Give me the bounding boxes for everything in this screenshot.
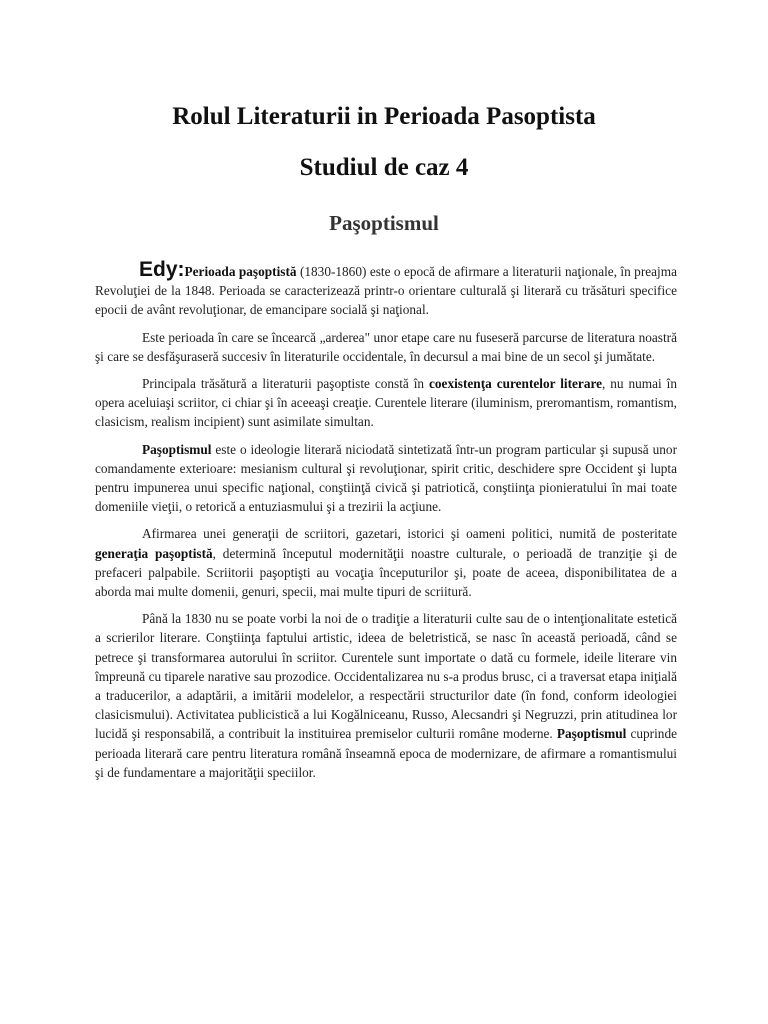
paragraph-4-bold: Paşoptismul (142, 441, 212, 457)
paragraph-5 (95, 524, 677, 601)
paragraph-1-lead: Edy: (139, 258, 185, 281)
paragraph-3-bold: coexistenţa curentelor literare (429, 376, 603, 392)
paragraph-5-text-after: , determină începutul modernităţii noastre culturale, o perioadă de tranziţie şi de prefaceri palpabile. Scriitorii paşoptişti au vocaţia începuturilor şi, poate de aceea, disponibilitatea de a aborda mai multe domenii, genuri, specii, mai multe tipuri de scriitură. (95, 545, 677, 600)
paragraph-5-text-before: Afirmarea unei generaţii de scriitori, gazetari, istorici şi oameni politici, numită de posteritate (142, 526, 677, 542)
paragraph-1 (95, 260, 677, 320)
section-heading: Paşoptismul (329, 211, 439, 235)
paragraph-6-text-after: cuprinde perioada literară care pentru literatura română înseamnă epoca de modernizare, de afirmare a romantismului şi de fundamentare a majorităţii speciilor. (95, 726, 677, 780)
paragraph-5-bold: generaţia paşoptistă (95, 545, 213, 561)
paragraph-6-text-before: Până la 1830 nu se poate vorbi la noi de o tradiţie a literaturii culte sau de o intenţionalitate estetică a scrierilor literare. Conştiinţa faptului artistic, ideea de beletristică, se nasc în această perioadă, când se petrece şi transformarea autorului în scriitor. Curentele sunt importate o dată cu formele, ideile literare vin împreună cu tiparele narative sau prozodice. Occidentalizarea nu s-a produs brusc, ci a traversat etapa iniţială a traducerilor, a adaptării, a imitării modelelor, a respectării structurilor date (în fond, conform ideologiei clasicismului). Activitatea publicistică a lui Kogălniceanu, Russo, Alecsandri şi Negruzzi, prin atitudinea lor lucidă şi responsabilă, a contribuit la instituirea premiselor culturii române moderne. (95, 611, 677, 742)
paragraph-3-text-after: , nu numai în opera aceluiaşi scriitor, ci chiar şi în aceeaşi creaţie. Curentele literare (iluminism, preromantism, romantism, clasicism, realism incipient) sunt asimilate simultan. (95, 376, 677, 430)
document-subtitle: Studiul de caz 4 (299, 154, 469, 181)
document-body (95, 260, 677, 790)
paragraph-4 (95, 440, 677, 517)
paragraph-3 (95, 374, 677, 432)
paragraph-6 (95, 609, 677, 782)
paragraph-6-bold: Paşoptismul (556, 726, 627, 742)
paragraph-2-text: Este perioada în care se încearcă „arderea" unor etape care nu fuseseră parcurse de literatura noastră şi care se desfăşuraseră succesiv în literaturile occidentale, în decursul a mai bine de un secol şi jumătate. (95, 329, 677, 364)
paragraph-2 (95, 328, 677, 366)
paragraph-3-text-before: Principala trăsătură a literaturii paşoptiste constă în (142, 376, 429, 392)
paragraph-4-text: este o ideologie literară niciodată sintetizată într-un program particular şi supusă unor comandamente exterioare: mesianism cultural şi revoluţionar, spirit critic, deschidere spre Occident şi lupta pentru impunerea unui specific naţional, conştiinţă civică şi patriotică, conştiinţa pionieratului în mai toate domeniile vieţii, o retorică a entuziasmului şi a trezirii la acţiune. (95, 441, 677, 515)
document-title: Rolul Literaturii in Perioada Pasoptista (172, 103, 596, 130)
paragraph-1-text: (1830-1860) este o epocă de afirmare a literaturii naţionale, în preajma Revoluţiei de la 1848. Perioada se caracterizează printr-o orientare culturală şi literară cu trăsături specifice epocii de avânt revoluţionar, de emancipare socială şi naţional. (95, 264, 677, 318)
paragraph-1-bold: Perioada paşoptistă (184, 264, 297, 279)
